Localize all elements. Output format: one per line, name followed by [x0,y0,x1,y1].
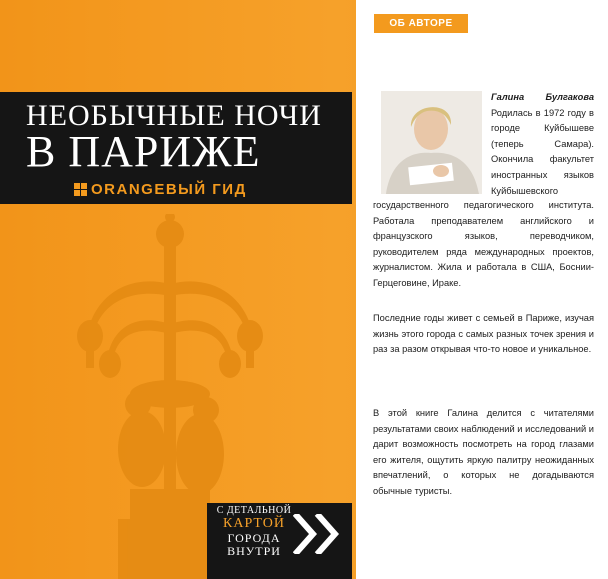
map-badge-line-1: С ДЕТАЛЬНОЙ [216,505,292,516]
title-line-2: В ПАРИЖЕ [26,127,261,176]
grid-icon [74,183,87,196]
title-line-1: НЕОБЫЧНЫЕ НОЧИ [26,99,322,132]
bio-continued: государственного педагогического института. Работала преподавателем английского и французского языков, переводчиком, руководителем ряда международных проектов, журналистом. Жила и работала в США, Боснии-Герцеговине, Ираке. [373,200,594,288]
series-logo [74,180,247,198]
about-tab: ОБ АВТОРЕ [374,14,468,33]
bio-intro [491,90,594,199]
series-label: ORANGEВЫЙ ГИД [91,180,247,198]
map-badge-line-2: КАРТОЙ [223,516,285,531]
map-badge-line-4: ВНУТРИ [227,544,281,558]
map-badge-line-3: ГОРОДА [227,531,281,545]
bio-intro-text: Родилась в 1972 году в городе Куйбышеве (теперь Самара). Окончила факультет иностранных языков Куйбышевского [491,107,594,196]
map-badge-text [214,506,294,557]
double-chevron-right-icon [293,514,349,554]
author-photo [381,91,482,194]
bio-paragraph-2: Последние годы живет с семьей в Париже, изучая жизнь этого города с самых разных точек зрения и раз за разом открывая что-то новое и уникальное. [373,313,594,355]
author-name: Галина Булгакова [491,92,594,102]
bio-paragraph-3: В этой книге Галина делится с читателями результатами своих наблюдений и исследований и дарит возможность посмотреть на город глазами его жителя, ощутить яркую палитру неожиданных впечатлений, о которых не догадываются обычные туристы. [373,408,594,496]
